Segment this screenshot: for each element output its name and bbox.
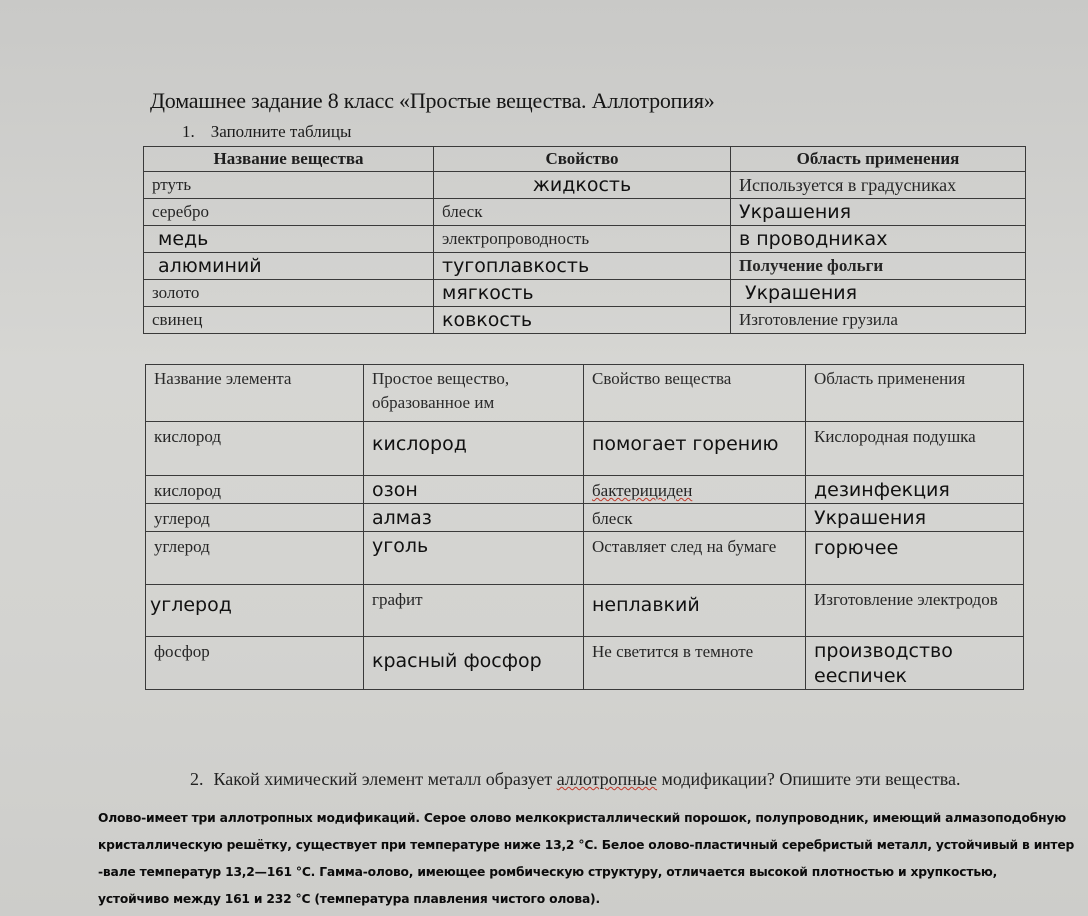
table-cell: уголь	[364, 532, 584, 585]
table-cell: кислород	[364, 422, 584, 476]
table-row	[146, 422, 1024, 476]
table-row	[144, 226, 1026, 253]
table-cell: углерод	[146, 585, 364, 637]
task-2-text-wavy: аллотропные	[556, 769, 658, 789]
table-cell: алюминий	[144, 253, 434, 280]
table-cell: блеск	[434, 199, 731, 226]
table-cell: кислород	[146, 422, 364, 476]
elements-table	[145, 364, 1024, 690]
table-cell: блеск	[584, 504, 806, 532]
table-cell: бактерициден	[584, 476, 806, 504]
column-header: Название элемента	[146, 365, 364, 422]
table-cell: углерод	[146, 532, 364, 585]
table-row	[146, 585, 1024, 637]
table-cell: Кислородная подушка	[806, 422, 1024, 476]
table-row	[144, 253, 1026, 280]
task-2-question	[190, 766, 1010, 792]
table-row	[144, 172, 1026, 199]
task-1-number: 1.	[182, 122, 195, 141]
table-cell: Изготовление грузила	[731, 307, 1026, 334]
column-header: Свойство	[434, 147, 731, 172]
table-header-row	[146, 365, 1024, 422]
table-cell: ртуть	[144, 172, 434, 199]
table-cell: медь	[144, 226, 434, 253]
table-cell: красный фосфор	[364, 637, 584, 690]
table-cell: Получение фольги	[731, 253, 1026, 280]
table-header-row	[144, 147, 1026, 172]
table-cell: неплавкий	[584, 585, 806, 637]
task-2-text-part1: Какой химический элемент металл образует	[213, 769, 553, 789]
substances-table	[143, 146, 1026, 334]
table-cell: мягкость	[434, 280, 731, 307]
table-cell: графит	[364, 585, 584, 637]
table-row	[146, 504, 1024, 532]
table-cell: Украшения	[731, 199, 1026, 226]
answer-line: -вале температур 13,2—161 °С. Гамма-олово, имеющее ромбическую структуру, отличается высокой плотностью и хрупкостью,	[98, 865, 998, 879]
page-title: Домашнее задание 8 класс «Простые вещества. Аллотропия»	[150, 88, 715, 113]
answer-line: Олово-имеет три аллотропных модификаций. Серое олово мелкокристаллический порошок, полупроводник, имеющий алмазоподобную	[98, 811, 1066, 825]
task-2-number: 2.	[190, 769, 204, 789]
table-row	[146, 637, 1024, 690]
table-row	[144, 307, 1026, 334]
table-cell: производство ееспичек	[806, 637, 1024, 690]
table-cell: Украшения	[731, 280, 1026, 307]
table-cell: Изготовление электродов	[806, 585, 1024, 637]
table-cell: Не светится в темноте	[584, 637, 806, 690]
answer-text	[98, 805, 1083, 913]
table-cell: золото	[144, 280, 434, 307]
table-cell: электропроводность	[434, 226, 731, 253]
table-cell: серебро	[144, 199, 434, 226]
table-cell: озон	[364, 476, 584, 504]
table-cell: помогает горению	[584, 422, 806, 476]
table-cell: дезинфекция	[806, 476, 1024, 504]
table-cell: в проводниках	[731, 226, 1026, 253]
table-cell: Оставляет след на бумаге	[584, 532, 806, 585]
task-1-text: Заполните таблицы	[210, 122, 352, 141]
column-header: Название вещества	[144, 147, 434, 172]
table-cell: кислород	[146, 476, 364, 504]
answer-line: кристаллическую решётку, существует при температуре ниже 13,2 °С. Белое олово-пластичный серебристый металл, устойчивый в интер	[98, 838, 1075, 852]
table-cell: Украшения	[806, 504, 1024, 532]
task-1-heading	[182, 122, 351, 142]
task-2-text-part2: модификации? Опишите эти вещества.	[661, 769, 961, 789]
column-header: Простое вещество, образованное им	[364, 365, 584, 422]
table-cell: фосфор	[146, 637, 364, 690]
table-row	[146, 476, 1024, 504]
column-header: Свойство вещества	[584, 365, 806, 422]
table-cell: углерод	[146, 504, 364, 532]
column-header: Область применения	[731, 147, 1026, 172]
table-row	[144, 280, 1026, 307]
table-cell: ковкость	[434, 307, 731, 334]
table-cell: тугоплавкость	[434, 253, 731, 280]
table-cell: алмаз	[364, 504, 584, 532]
table-cell: горючее	[806, 532, 1024, 585]
table-row	[146, 532, 1024, 585]
table-cell: свинец	[144, 307, 434, 334]
table-cell: Используется в градусниках	[731, 172, 1026, 199]
answer-line: устойчиво между 161 и 232 °С (температура плавления чистого олова).	[98, 892, 600, 906]
column-header: Область применения	[806, 365, 1024, 422]
table-row	[144, 199, 1026, 226]
table-cell: жидкость	[434, 172, 731, 199]
